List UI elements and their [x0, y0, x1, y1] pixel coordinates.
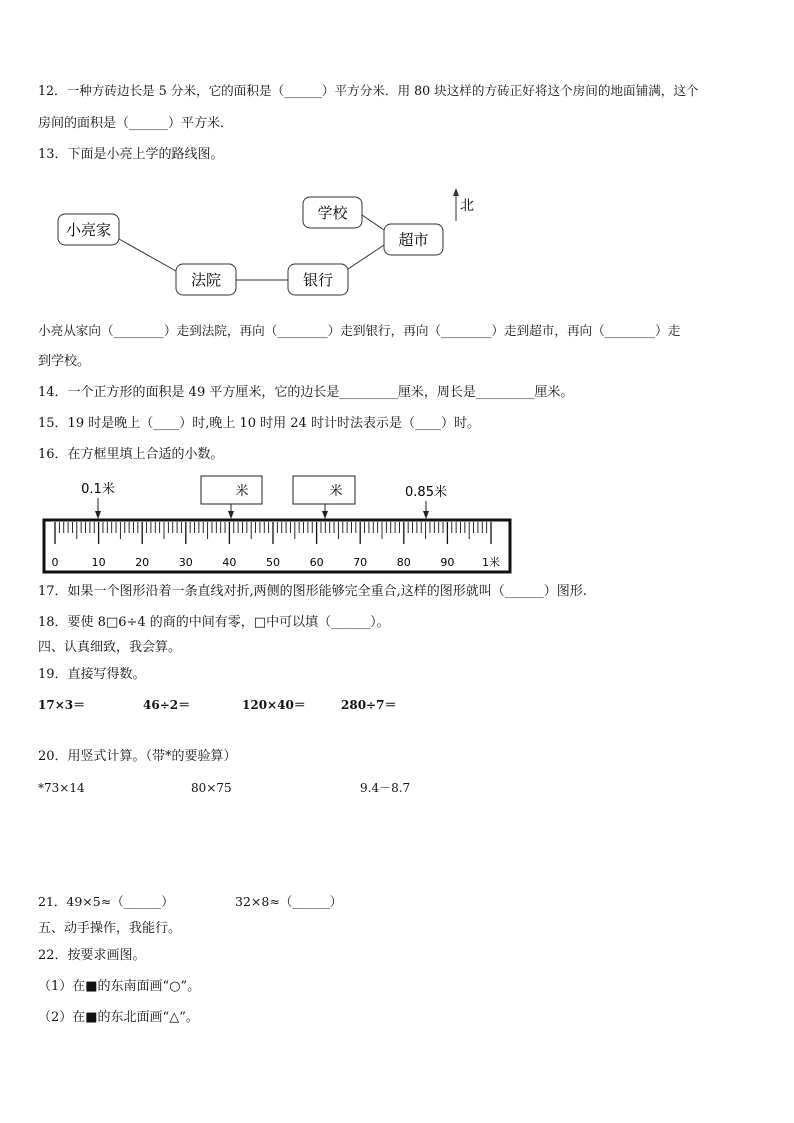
- market-box: [384, 224, 443, 255]
- q21-item-1: 21．49×5≈（______）: [38, 894, 174, 909]
- q20-item-1: *73×14: [38, 781, 85, 795]
- market-label: 超市: [398, 231, 429, 249]
- box2-unit: 米: [329, 484, 343, 499]
- court-label: 法院: [190, 271, 222, 289]
- q19-item-3: 120×40＝: [242, 698, 306, 712]
- q13-title: 13．下面是小亮上学的路线图。: [38, 147, 224, 162]
- ruler-tick-label: 1米: [482, 556, 500, 569]
- route-home-court: [119, 239, 176, 271]
- ruler-tick-label: 90: [440, 556, 455, 569]
- answer-box-1[interactable]: [201, 476, 262, 504]
- label-right: 0.85米: [405, 485, 447, 500]
- ruler-tick-label: 20: [135, 556, 150, 569]
- school-label: 学校: [317, 204, 348, 222]
- bank-label: 银行: [302, 271, 334, 289]
- label-left: 0.1米: [81, 482, 115, 497]
- route-market-school: [362, 215, 384, 230]
- arrow-box2-head: [322, 511, 328, 519]
- north-label: 北: [460, 198, 474, 214]
- q20-item-3: 9.4－8.7: [360, 781, 411, 795]
- ruler-tick-label: 0: [51, 556, 59, 569]
- court-box: [176, 264, 236, 295]
- home-box: [58, 214, 119, 245]
- q19-title: 19．直接写得数。: [38, 667, 146, 682]
- ruler-tick-label: 10: [91, 556, 106, 569]
- route-bank-market: [348, 245, 384, 269]
- q13-text-line2: 到学校。: [38, 354, 91, 369]
- q12-line1: 12．一种方砖边长是 5 分米，它的面积是（______）平方分米．用 80 块这样的方砖正好将这个房间的地面铺满，这个: [38, 83, 699, 98]
- q12-line2: 房间的面积是（______）平方米．: [38, 116, 234, 131]
- ruler-tick-label: 40: [222, 556, 237, 569]
- answer-box-2[interactable]: [293, 476, 355, 504]
- box1-unit: 米: [235, 484, 249, 499]
- ruler-tick-label: 80: [396, 556, 411, 569]
- q21-item-2: 32×8≈（______）: [235, 894, 343, 909]
- q18: 18．要使 8□6÷4 的商的中间有零，□中可以填（______）。: [38, 615, 390, 630]
- arrow-right-head: [423, 511, 429, 519]
- ruler-tick-label: 50: [266, 556, 280, 569]
- ruler-tick-label: 30: [178, 556, 193, 569]
- section5-heading: 五、动手操作，我能行。: [38, 921, 182, 936]
- q19-item-4: 280÷7＝: [341, 698, 397, 712]
- bank-box: [288, 264, 348, 295]
- section4-heading: 四、认真细致，我会算。: [38, 640, 182, 655]
- arrow-left-head: [95, 511, 101, 519]
- ruler-figure: [0, 470, 794, 580]
- route-map: [0, 185, 794, 315]
- q20-item-2: 80×75: [191, 781, 232, 795]
- ruler-tick-label: 60: [309, 556, 324, 569]
- arrow-box1-head: [228, 511, 234, 519]
- home-label: 小亮家: [65, 221, 112, 239]
- q13-text-line1: 小亮从家向（________）走到法院，再向（________）走到银行，再向（________）走到超市，再向（________）走: [38, 323, 681, 338]
- q22-sub2: （2）在■的东北面画“△”。: [38, 1010, 199, 1025]
- q19-item-1: 17×3＝: [38, 698, 86, 712]
- ruler-tick-label: 70: [353, 556, 368, 569]
- q16-title: 16．在方框里填上合适的小数。: [38, 447, 224, 462]
- north-arrow-icon: [453, 188, 459, 221]
- q17: 17．如果一个图形沿着一条直线对折,两侧的图形能够完全重合,这样的图形就叫（______）图形.: [38, 584, 587, 599]
- q19-item-2: 46÷2＝: [143, 698, 191, 712]
- q20-title: 20．用竖式计算。（带*的要验算）: [38, 749, 237, 764]
- q22-title: 22．按要求画图。: [38, 948, 146, 963]
- q15: 15．19 时是晚上（____）时,晚上 10 时用 24 时计时法表示是（____）时。: [38, 416, 480, 431]
- q14: 14．一个正方形的面积是 49 平方厘米，它的边长是_________厘米，周长是_________厘米。: [38, 385, 574, 400]
- q22-sub1: （1）在■的东南面画“○”。: [38, 979, 201, 994]
- school-box: [303, 197, 362, 228]
